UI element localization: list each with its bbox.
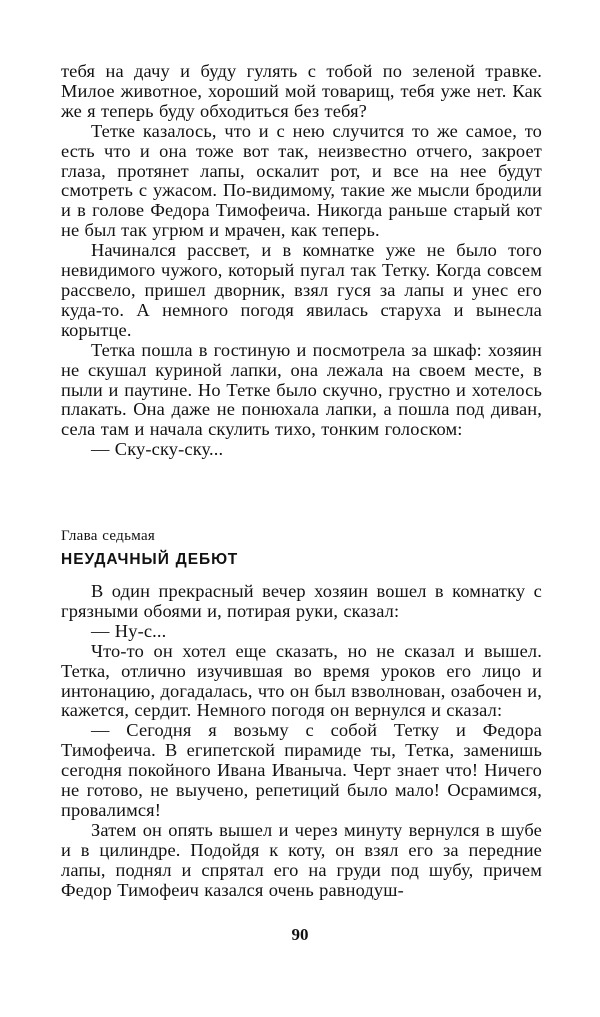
paragraph-5: — Ску-ску-ску... bbox=[91, 439, 224, 460]
paragraph-6: В один прекрасный вечер хозяин вошел в комнатку с грязными обоями и, потирая руки, сказал: bbox=[61, 581, 542, 621]
chapter-title: НЕУДАЧНЫЙ ДЕБЮТ bbox=[61, 551, 239, 568]
paragraph-4: Тетка пошла в гостиную и посмотрела за шкаф: хозяин не скушал куриной лапки, она лежала на своем месте, в пыли и паутине. Но Тетке было скучно, грустно и хотелось плакать. Она даже не понюхала лапки, а пошла под диван, села там и начала скулить тихо, тонким голоском: bbox=[61, 339, 542, 440]
paragraph-8: Что-то он хотел еще сказать, но не сказал и вышел. Тетка, отлично изучившая во время уроков его лицо и интонацию, догадалась, что он был взволнован, озабочен и, кажется, сердит. Немного погодя он вернулся и сказал: bbox=[61, 640, 542, 721]
chapter-label: Глава седьмая bbox=[61, 528, 156, 544]
paragraph-3: Начинался рассвет, и в комнатке уже не было того невидимого чужого, который пугал так Тетку. Когда совсем рассвело, пришел дворник, взял гуся за лапы и унес его куда-то. А немного погодя явилась старуха и вынесла корытце. bbox=[61, 240, 542, 340]
paragraph-2: Тетке казалось, что и с нею случится то же самое, то есть что и она тоже вот так, неизвестно отчего, закроет глаза, протянет лапы, оскалит рот, и все на нее будут смотреть с ужасом. По-видимому, такие же мысли бродили и в голове Федора Тимофеича. Никогда раньше старый кот не был так угрюм и мрачен, как теперь. bbox=[61, 120, 542, 241]
text-section-before-chapter bbox=[61, 62, 542, 460]
paragraph-7: — Ну-с... bbox=[91, 620, 167, 641]
paragraph-1: тебя на дачу и буду гулять с тобой по зеленой травке. Милое животное, хороший мой товарищ, тебя уже нет. Как же я теперь буду обходиться без тебя? bbox=[61, 61, 542, 121]
paragraph-10: Затем он опять вышел и через минуту вернулся в шубе и в цилиндре. Подойдя к коту, он взял его за передние лапы, поднял и спрятал его на груди под шубу, причем Федор Тимофеич казался очень равнодуш- bbox=[61, 819, 542, 900]
text-section-after-chapter bbox=[61, 582, 542, 901]
paragraph-9: — Сегодня я возьму с собой Тетку и Федора Тимофеича. В египетской пирамиде ты, Тетка, заменишь сегодня покойного Ивана Иваныча. Черт знает что! Ничего не готово, не выучено, репетиций было мало! Осрамимся, провалимся! bbox=[61, 720, 542, 820]
page-number: 90 bbox=[291, 925, 309, 944]
